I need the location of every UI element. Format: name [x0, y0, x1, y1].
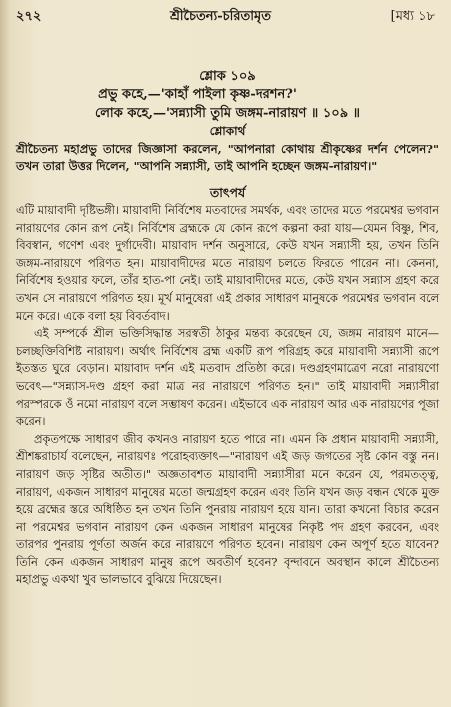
- purport-paragraph: এই সম্পর্কে শ্রীল ভক্তিসিদ্ধান্ত সরস্বতী ঠাকুর মন্তব্য করেছেন যে, জঙ্গম নারায়ণ মানে—চলচ্ছক্তিবিশিষ্ট নারায়ণ। অর্থাৎ নির্বিশেষ ব্রহ্ম একটি রূপ পরিগ্রহ করে মায়াবাদী সন্ন্যাসী রূপে ইতস্তত ঘুরে বেড়ান। মায়াবাদ দর্শন এই মতবাদ প্রতিষ্ঠা করে। দণ্ডগ্রহণমাত্রেণ নরো নারায়ণো ভবেৎ—"সন্ন্যাস-দণ্ড গ্রহণ করা মাত্র নর নারায়ণে পরিণত হন।" তাই মায়াবাদী সন্ন্যাসীরা পরস্পরকে ওঁ নমো নারায়ণ বলে সম্ভাষণ করেন। এইভাবে এক নারায়ণ আর এক নারায়ণের পূজা করেন।: [16, 327, 439, 429]
- book-title: শ্রীচৈতন্য-চরিতামৃত: [169, 9, 272, 24]
- verse-line-1: প্রভু কহে,—'কাহাঁ পাইলা কৃষ্ণ-দরশন?': [98, 87, 297, 102]
- purport-paragraph: এটি মায়াবাদী দৃষ্টিভঙ্গী। মায়াবাদী নির্বিশেষ মতবাদের সমর্থক, এবং তাদের মতে পরমেশ্বর ভগবান নারায়ণের কোন রূপ নেই। নির্বিশেষ ব্রহ্মকে যে কোন রূপে কল্পনা করা যায়—যেমন বিষ্ণু, শিব, বিবস্বান, গণেশ এবং দুর্গাদেবী। মায়াবাদ দর্শন অনুসারে, কেউ যখন সন্ন্যাসী হয়, তখন তিনি জঙ্গম-নারায়ণে পরিণত হন। মায়াবাদীদের মতে নারায়ণ চলতে ফিরতে পারেন না। কেননা, নির্বিশেষ হওয়ার ফলে, তাঁর হাত-পা নেই। তাই মায়াবাদীদের মতে, কেউ যখন সন্ন্যাস গ্রহণ করে তখন সে নারায়ণে পরিণত হয়। মূর্খ মানুষেরা এই প্রকার সাধারণ মানুষকে পরমেশ্বর ভগবান বলে মনে করে। একে বলা হয় বিবর্তবাদ।: [16, 204, 439, 323]
- verse-line-2: লোক কহে,—'সন্ন্যাসী তুমি জঙ্গম-নারায়ণ ॥ ১০৯ ॥: [94, 106, 361, 121]
- page-header: [16, 8, 439, 28]
- translation-heading: শ্লোকার্থ: [209, 124, 246, 138]
- purport-paragraph: প্রকৃতপক্ষে সাধারণ জীব কখনও নারায়ণ হতে পারে না। এমন কি প্রধান মায়াবাদী সন্ন্যাসী, শ্রীশঙ্করাচার্য বলেছেন, নারায়ণঃ পরোহব্যক্তাৎ—"নারায়ণ এই জড় জগতের সৃষ্ট কোন বস্তু নন। নারায়ণ জড় সৃষ্টির অতীত।" অজ্ঞতাবশত মায়াবাদী সন্ন্যাসীরা মনে করেন যে, পরমতত্ত্ব, নারায়ণ, একজন সাধারণ মানুষের মতো জন্মগ্রহণ করেন এবং তিনি যখন জড় বন্ধন থেকে মুক্ত হয়ে ব্রহ্মের স্তরে অধিষ্ঠিত হন তখন তিনি পুনরায় নারায়ণ হয়ে যান। তারা কখনো বিচার করেন না পরমেশ্বর ভগবান নারায়ণ কেন একজন সাধারণ মানুষের নিকৃষ্ট পদ গ্রহণ করবেন, এবং তারপর পুনরায় পূর্ণতা অর্জন করে নারায়ণে পরিণত হবেন। নারায়ণ কেন অপূর্ণ হতে যাবেন? তিনি কেন একজন সাধারণ মানুষ রূপে অবতীর্ণ হবেন? বৃন্দাবনে অবস্থান কালে শ্রীচৈতন্য মহাপ্রভু একথা খুব ভালভাবে বুঝিয়ে দিয়েছেন।: [16, 432, 439, 587]
- verse-text: [16, 85, 439, 123]
- page-number: ২৭২: [16, 9, 42, 24]
- purport-heading: তাৎপর্য: [209, 185, 246, 200]
- translation-text: শ্রীচৈতন্য মহাপ্রভু তাদের জিজ্ঞাসা করলেন, "আপনারা কোথায় শ্রীকৃষ্ণের দর্শন পেলেন?" তখন তারা উত্তর দিলেন, "আপনি সন্ন্যাসী, তাই আপনি হচ্ছেন জঙ্গম-নারায়ণ।": [16, 142, 439, 173]
- chapter-label: [মধ্য ১৮: [390, 9, 435, 24]
- verse-heading: শ্লোক ১০৯: [199, 69, 256, 84]
